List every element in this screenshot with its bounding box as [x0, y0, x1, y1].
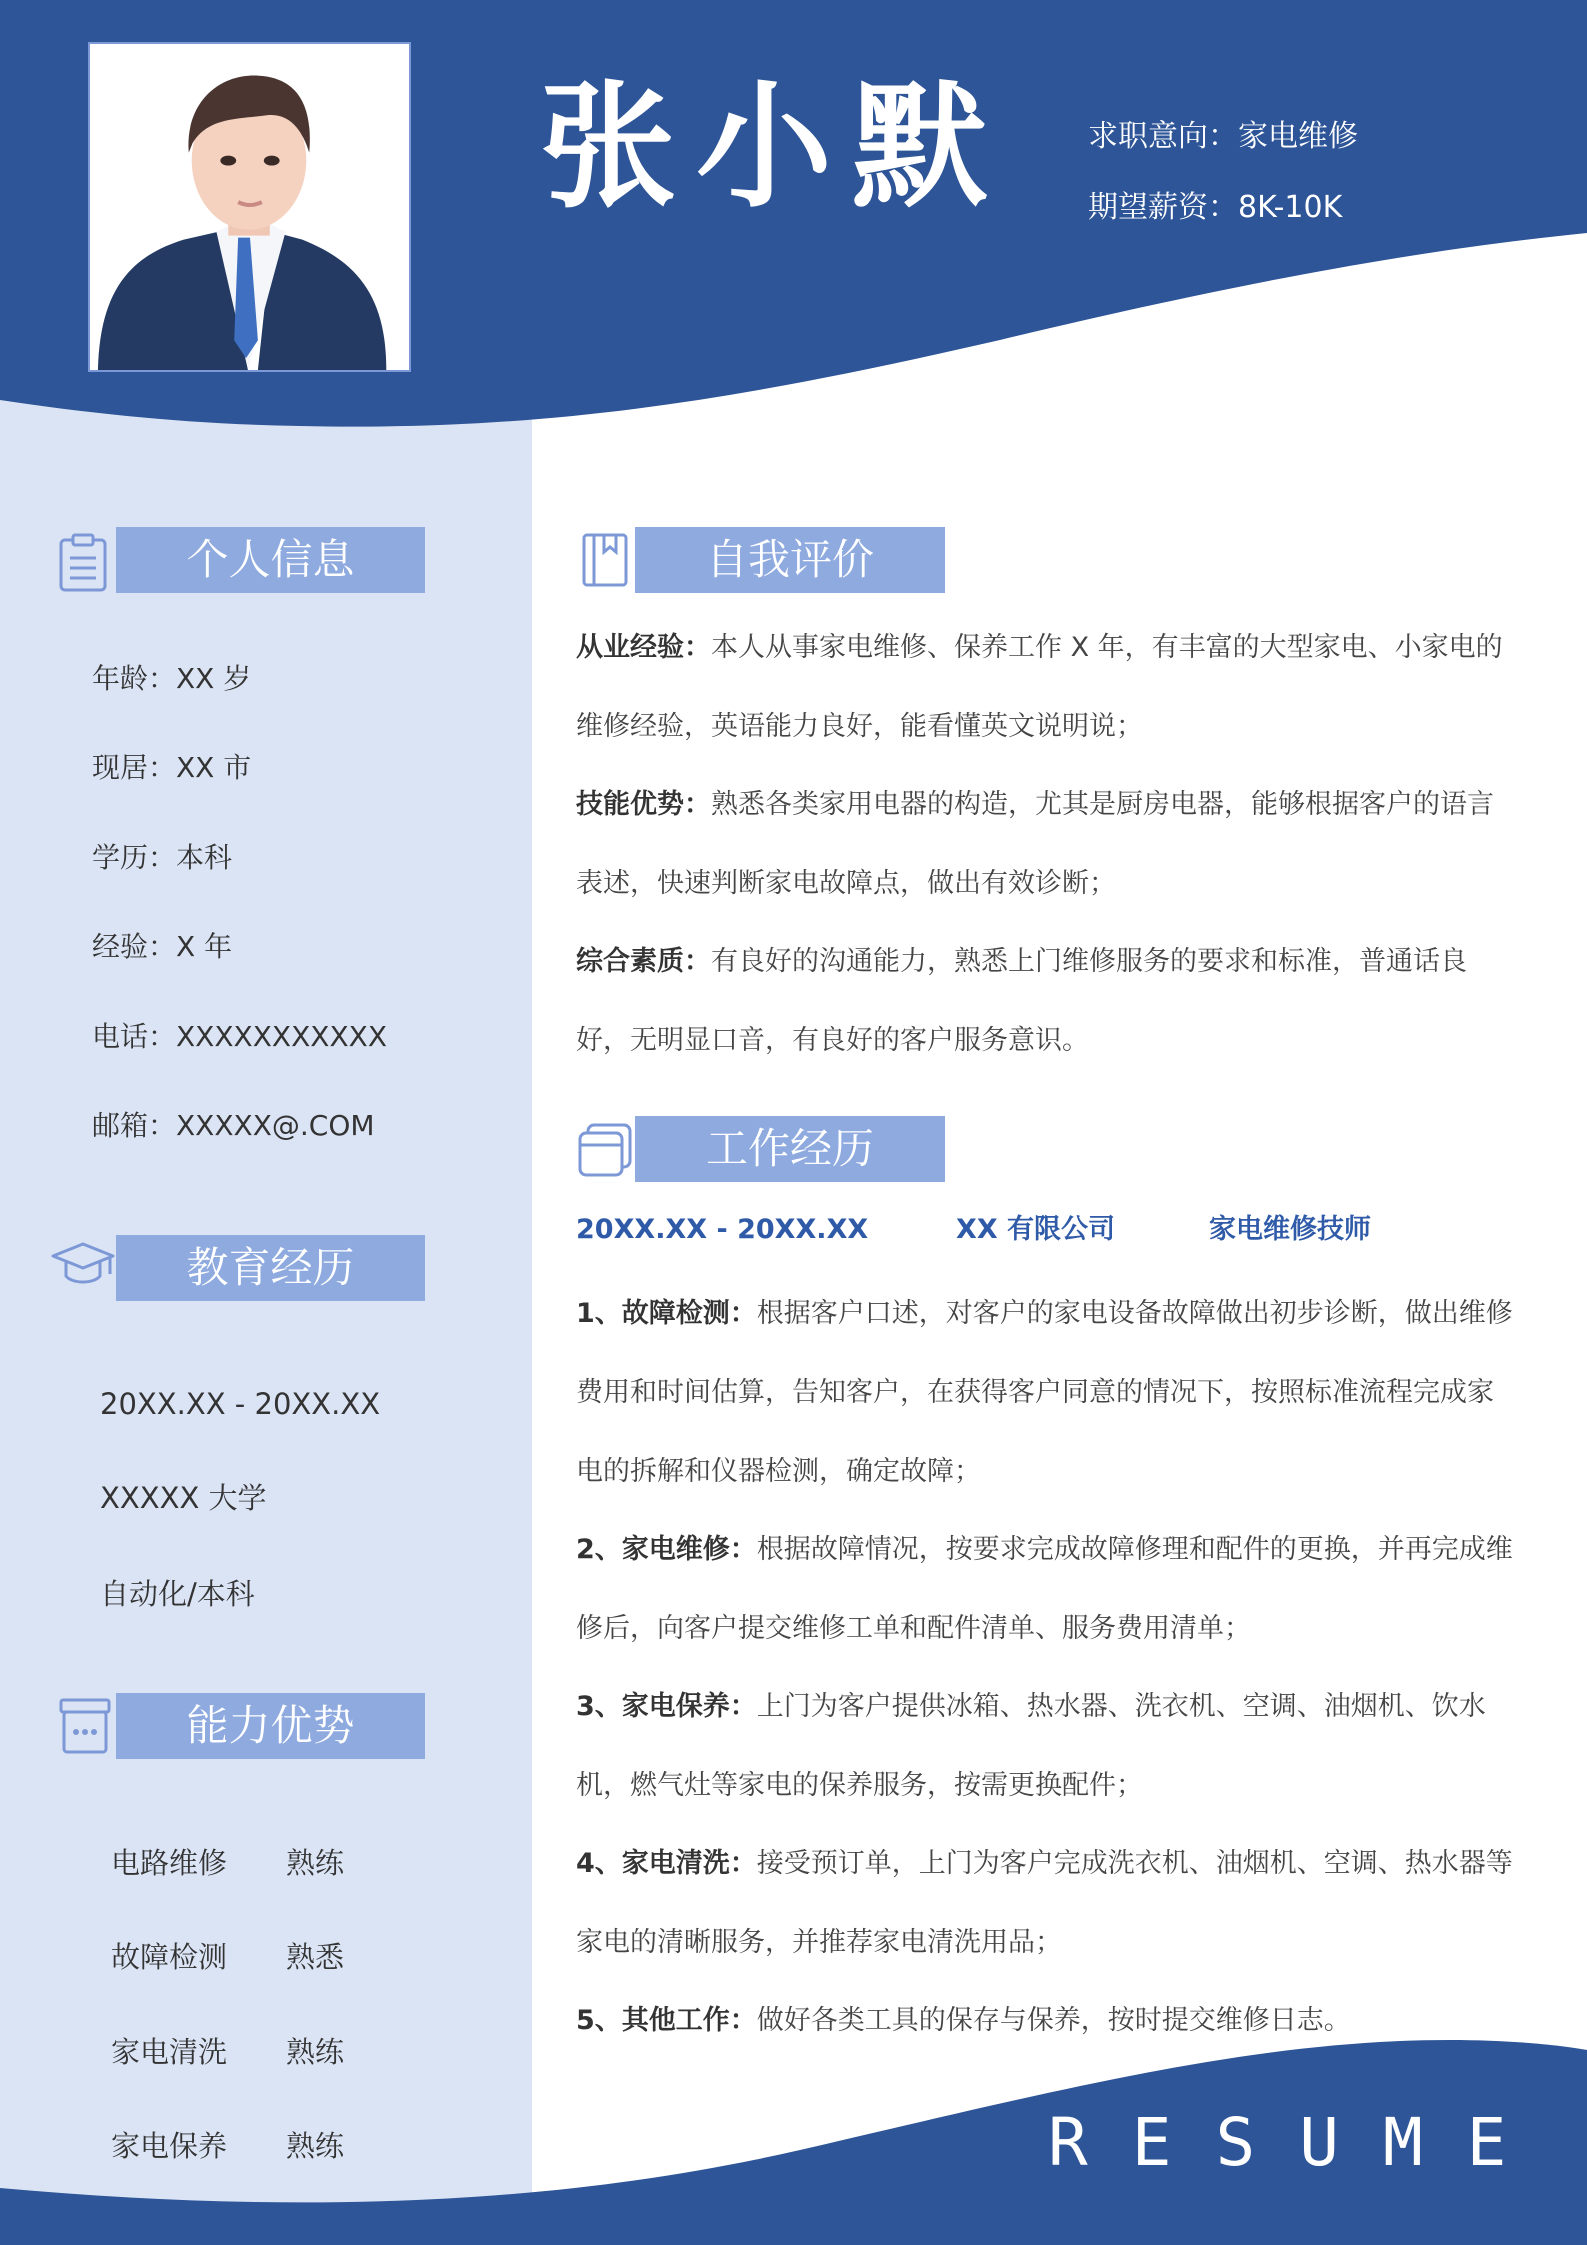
skill-name: 家电清洗: [111, 2035, 228, 2069]
education-major: 自动化/本科: [100, 1577, 255, 1611]
job-intent: 求职意向：家电维修: [1088, 119, 1358, 154]
work-item: 2、家电维修：根据故障情况，按要求完成故障修理和配件的更换，并再完成维修后，向客户提交维修工单和配件清单、服务费用清单；: [576, 1534, 1513, 1644]
book-icon: [580, 532, 630, 588]
graduation-cap-icon: [50, 1238, 116, 1294]
work-item: 3、家电保养：上门为客户提供冰箱、热水器、洗衣机、空调、油烟机、饮水机，燃气灶等家电的保养服务，按需更换配件；: [576, 1691, 1486, 1801]
work-position: 家电维修技师: [1209, 1214, 1371, 1245]
skill-level: 熟练: [286, 2035, 345, 2069]
work-item: 5、其他工作：做好各类工具的保存与保养，按时提交维修日志。: [576, 2005, 1351, 2036]
skill-level: 熟练: [286, 2129, 345, 2163]
clipboard-icon: [58, 532, 108, 592]
self-evaluation-heading: 自我评价: [635, 527, 945, 593]
skill-name: 电路维修: [111, 1846, 228, 1880]
self-eval-experience: 从业经验：本人从事家电维修、保养工作 X 年，有丰富的大型家电、小家电的维修经验，英语能力良好，能看懂英文说明说；: [576, 632, 1503, 742]
work-item: 4、家电清洗：接受预订单，上门为客户完成洗衣机、油烟机、空调、热水器等家电的清晰服务，并推荐家电清洗用品；: [576, 1848, 1513, 1958]
work-period: 20XX.XX - 20XX.XX: [576, 1214, 869, 1245]
info-age: 年龄：XX 岁: [92, 662, 252, 695]
info-degree: 学历：本科: [92, 841, 233, 874]
skill-name: 故障检测: [111, 1940, 228, 1974]
info-email: 邮箱：XXXXX@.COM: [92, 1109, 375, 1142]
skill-name: 家电保养: [111, 2129, 228, 2163]
sidebar-background: [0, 380, 532, 2245]
work-experience-heading: 工作经历: [635, 1116, 945, 1182]
work-company: XX 有限公司: [956, 1214, 1116, 1245]
info-city: 现居：XX 市: [92, 751, 252, 784]
info-phone: 电话：XXXXXXXXXXX: [92, 1020, 387, 1053]
education-heading: 教育经历: [116, 1235, 425, 1301]
expected-salary: 期望薪资：8K-10K: [1088, 190, 1343, 225]
personal-info-heading: 个人信息: [116, 527, 425, 593]
education-period: 20XX.XX - 20XX.XX: [100, 1387, 381, 1421]
skill-level: 熟悉: [286, 1940, 345, 1974]
education-school: XXXXX 大学: [100, 1481, 267, 1515]
cards-icon: [577, 1122, 633, 1178]
archive-box-icon: [58, 1696, 112, 1756]
skill-level: 熟练: [286, 1846, 345, 1880]
info-experience: 经验：X 年: [92, 930, 233, 963]
resume-watermark: RESUME: [1048, 2104, 1551, 2181]
work-item: 1、故障检测：根据客户口述，对客户的家电设备故障做出初步诊断，做出维修费用和时间估算，告知客户，在获得客户同意的情况下，按照标准流程完成家电的拆解和仪器检测，确定故障；: [576, 1298, 1513, 1487]
skills-heading: 能力优势: [116, 1693, 425, 1759]
self-eval-skills: 技能优势：熟悉各类家用电器的构造，尤其是厨房电器，能够根据客户的语言表述，快速判断家电故障点，做出有效诊断；: [576, 789, 1494, 899]
self-eval-quality: 综合素质：有良好的沟通能力，熟悉上门维修服务的要求和标准，普通话良好，无明显口音，有良好的客户服务意识。: [576, 946, 1467, 1056]
profile-photo: [88, 42, 411, 372]
candidate-name: 张小默: [540, 69, 1008, 227]
